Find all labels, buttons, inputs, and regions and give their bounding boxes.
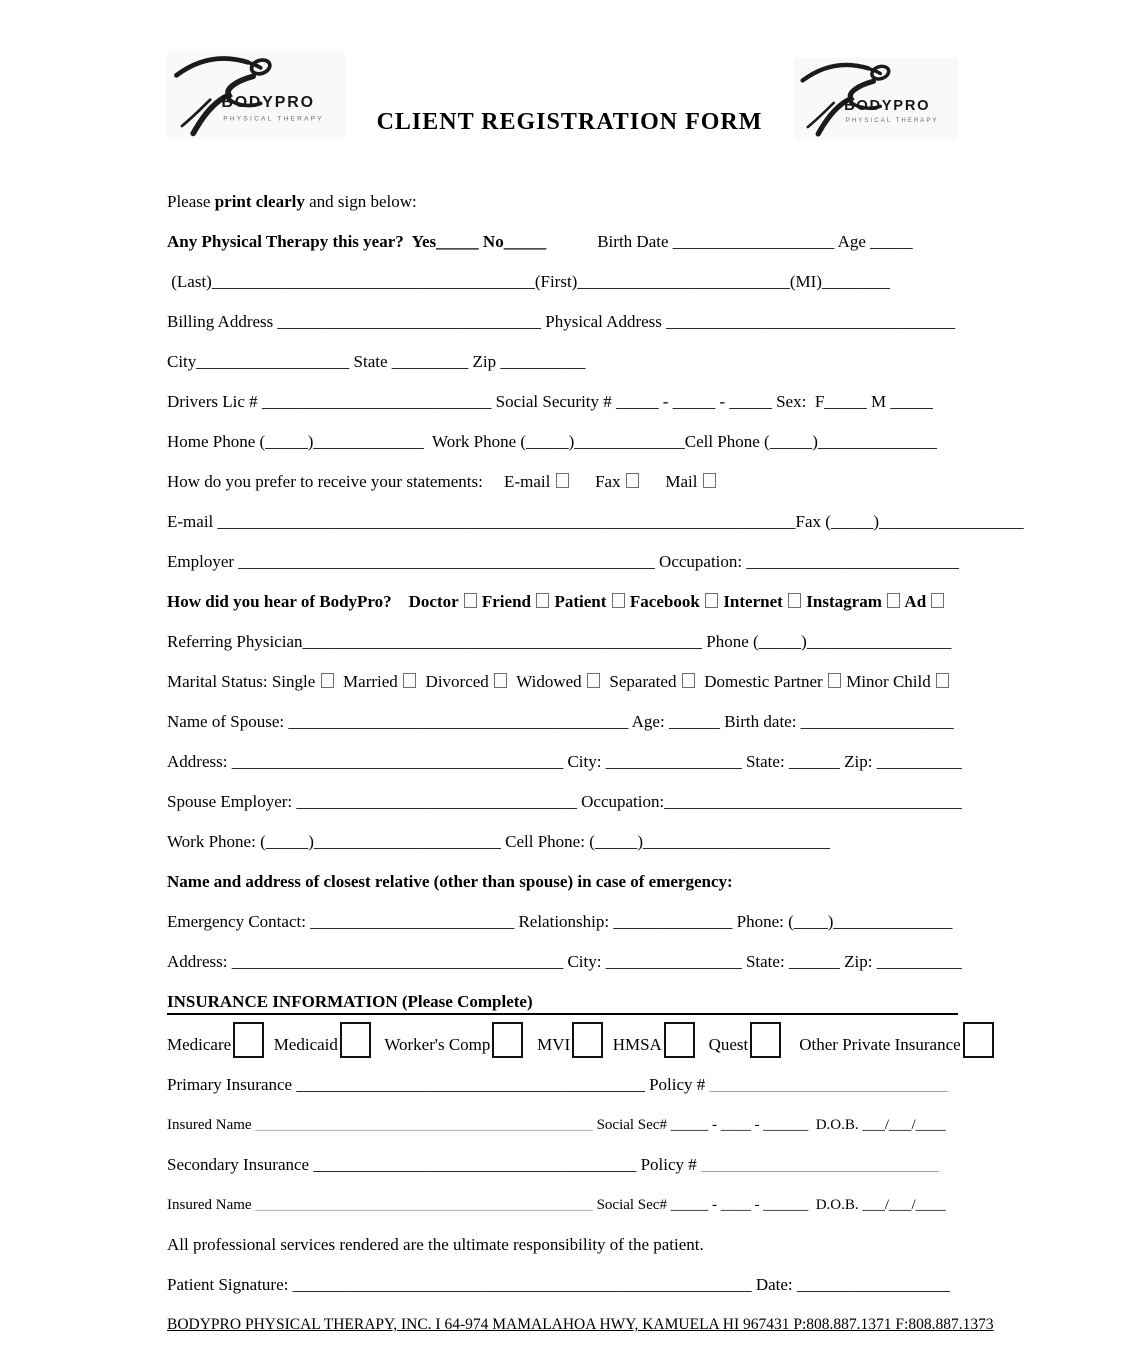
form-text: Billing Address _______________________________ Physical Address __________________________________ bbox=[167, 312, 956, 331]
print-clearly-note bbox=[167, 192, 958, 212]
secondary-insurance-line bbox=[167, 1155, 958, 1175]
insurance-checkbox-icon bbox=[570, 1038, 604, 1050]
form-text: Birth Date ___________________ Age _____ bbox=[546, 232, 913, 251]
form-text: Mail bbox=[639, 472, 702, 491]
form-text: Insured Name bbox=[167, 1197, 256, 1213]
form-text: Instagram bbox=[802, 592, 887, 611]
license-ssn-sex-line bbox=[167, 392, 958, 412]
insurance-checkbox-icon bbox=[662, 1038, 696, 1050]
checkbox-icon bbox=[536, 593, 549, 608]
form-text: (Last)______________________________________(First)_________________________(MI)________ bbox=[167, 272, 890, 291]
form-text: Ad bbox=[901, 592, 931, 611]
hear-of-bodypro-line bbox=[167, 592, 958, 612]
checkbox-icon bbox=[705, 593, 718, 608]
statement-preference-line bbox=[167, 472, 958, 492]
form-text: Social Sec# _____ - ____ - ______ D.O.B. ___/___/____ bbox=[592, 1197, 946, 1213]
form-text: Primary Insurance _________________________________________ Policy # bbox=[167, 1075, 710, 1094]
form-text: _____________________________________________ bbox=[255, 1117, 593, 1133]
form-text: Minor Child bbox=[841, 672, 935, 691]
form-text: Quest bbox=[695, 1035, 749, 1054]
form-text: All professional services rendered are the ultimate responsibility of the patient. bbox=[167, 1235, 704, 1254]
form-text: Medicare bbox=[167, 1035, 232, 1054]
phones-line bbox=[167, 432, 958, 452]
bodypro-logo-left bbox=[167, 51, 345, 140]
checkbox-icon bbox=[887, 593, 900, 608]
primary-insurance-line bbox=[167, 1075, 958, 1095]
checkbox-icon bbox=[612, 593, 625, 608]
checkbox-icon bbox=[556, 473, 569, 488]
form-text: Patient bbox=[550, 592, 611, 611]
last-first-mi-line bbox=[167, 272, 958, 292]
form-text: How did you hear of BodyPro? Doctor bbox=[167, 592, 463, 611]
form-text: E-mail ____________________________________________________________________Fax (_____)_________________ bbox=[167, 512, 1024, 531]
form-text: Name and address of closest relative (other than spouse) in case of emergency: bbox=[167, 872, 733, 891]
spouse-employer-line bbox=[167, 792, 962, 812]
marital-status-line bbox=[167, 672, 958, 692]
checkbox-icon bbox=[828, 673, 841, 688]
form-text: Referring Physician_______________________________________________ Phone (_____)_________________ bbox=[167, 632, 952, 651]
city-state-zip-line bbox=[167, 352, 958, 372]
form-text: Secondary Insurance ______________________________________ Policy # bbox=[167, 1155, 702, 1174]
form-text: print clearly bbox=[214, 192, 305, 211]
form-text: Home Phone (_____)_____________ Work Phone (_____)_____________Cell Phone (_____)______________ bbox=[167, 432, 937, 451]
logo-brand-text: BODYPRO bbox=[844, 97, 931, 114]
form-text: Divorced bbox=[417, 672, 494, 691]
form-text: Please bbox=[167, 192, 215, 211]
form-text: Domestic Partner bbox=[695, 672, 827, 691]
form-text: Emergency Contact: ________________________ Relationship: ______________ Phone: (____)______________ bbox=[167, 912, 953, 931]
form-text: Widowed bbox=[508, 672, 586, 691]
form-text: Insured Name bbox=[167, 1117, 256, 1133]
employer-occupation-line bbox=[167, 552, 958, 572]
checkbox-icon bbox=[936, 673, 949, 688]
form-text: Patient Signature: ______________________________________________________ Date: __________________ bbox=[167, 1275, 950, 1294]
form-text: Employer _________________________________________________ Occupation: _________________________ bbox=[167, 552, 959, 571]
form-text: and sign below: bbox=[304, 192, 417, 211]
logo-subtitle-text: PHYSICAL THERAPY bbox=[845, 117, 939, 124]
form-text: _____________________________________________ bbox=[255, 1197, 593, 1213]
form-text: Facebook bbox=[625, 592, 705, 611]
form-body bbox=[167, 192, 1024, 1295]
form-text: Marital Status: Single bbox=[167, 672, 320, 691]
form-text: Work Phone: (_____)______________________ Cell Phone: (_____)______________________ bbox=[167, 832, 831, 851]
insurance-checkbox-icon bbox=[490, 1038, 524, 1050]
form-header bbox=[167, 46, 958, 140]
insurance-section-header bbox=[167, 992, 958, 1015]
form-text: ____________________________ bbox=[709, 1075, 948, 1094]
logo-brand-text: BODYPRO bbox=[221, 94, 315, 112]
spouse-name-line bbox=[167, 712, 958, 732]
checkbox-icon bbox=[403, 673, 416, 688]
spouse-address-line bbox=[167, 752, 962, 772]
signature-line bbox=[167, 1275, 958, 1295]
form-text: How do you prefer to receive your statements: E-mail bbox=[167, 472, 555, 491]
checkbox-icon bbox=[682, 673, 695, 688]
form-text: ____________________________ bbox=[701, 1155, 940, 1174]
insurance-checkbox-icon bbox=[231, 1038, 265, 1050]
form-text: INSURANCE INFORMATION (Please Complete) bbox=[167, 992, 533, 1011]
form-text: Address: _______________________________________ City: ________________ State: ______ Zip: __________ bbox=[167, 952, 962, 971]
insurance-checkbox-icon bbox=[338, 1038, 372, 1050]
checkbox-icon bbox=[626, 473, 639, 488]
form-text: Spouse Employer: _________________________________ Occupation:___________________________________ bbox=[167, 792, 962, 811]
email-fax-line bbox=[167, 512, 1024, 532]
form-text: HMSA bbox=[604, 1035, 662, 1054]
footer-address: BODYPRO PHYSICAL THERAPY, INC. I 64-974 MAMALAHOA HWY, KAMUELA HI 967431 P:808.887.1371 F:808.887.1373 bbox=[167, 1316, 994, 1333]
therapy-birthdate-line bbox=[167, 232, 958, 252]
checkbox-icon bbox=[931, 593, 944, 608]
form-text: Separated bbox=[600, 672, 681, 691]
billing-physical-address-line bbox=[167, 312, 958, 332]
emergency-contact-line bbox=[167, 912, 958, 932]
form-text: Friend bbox=[477, 592, 536, 611]
insurance-checkbox-icon bbox=[748, 1038, 782, 1050]
checkbox-icon bbox=[788, 593, 801, 608]
form-text: Name of Spouse: ________________________________________ Age: ______ Birth date: __________________ bbox=[167, 712, 954, 731]
form-text: MVI bbox=[524, 1035, 571, 1054]
form-text: Fax bbox=[569, 472, 625, 491]
checkbox-icon bbox=[494, 673, 507, 688]
page-title: CLIENT REGISTRATION FORM bbox=[376, 109, 763, 135]
form-text: Married bbox=[334, 672, 403, 691]
logo-subtitle-text: PHYSICAL THERAPY bbox=[223, 115, 324, 123]
referring-physician-line bbox=[167, 632, 958, 652]
checkbox-icon bbox=[464, 593, 477, 608]
form-text: City__________________ State _________ Zip __________ bbox=[167, 352, 586, 371]
form-text: Medicaid bbox=[265, 1035, 338, 1054]
spouse-phones-line bbox=[167, 832, 958, 852]
form-text: Other Private Insurance bbox=[782, 1035, 961, 1054]
insurance-checkbox-icon bbox=[961, 1038, 995, 1050]
checkbox-icon bbox=[321, 673, 334, 688]
checkbox-icon bbox=[703, 473, 716, 488]
form-text: Social Sec# _____ - ____ - ______ D.O.B. ___/___/____ bbox=[592, 1117, 946, 1133]
form-text: Worker's Comp bbox=[371, 1035, 491, 1054]
bodypro-logo-right bbox=[794, 58, 958, 140]
checkbox-icon bbox=[587, 673, 600, 688]
primary-insured-line bbox=[167, 1115, 958, 1135]
secondary-insured-line bbox=[167, 1195, 958, 1215]
form-text: Address: _______________________________________ City: ________________ State: ______ Zip: __________ bbox=[167, 752, 962, 771]
emergency-address-line bbox=[167, 952, 962, 972]
form-text: Drivers Lic # ___________________________ Social Security # _____ - _____ - _____ Sex: F_____ M _____ bbox=[167, 392, 933, 411]
form-text: Internet bbox=[719, 592, 788, 611]
insurance-type-line bbox=[167, 1035, 961, 1055]
emergency-header bbox=[167, 872, 958, 892]
form-text: Any Physical Therapy this year? Yes_____ No_____ bbox=[167, 232, 547, 251]
responsibility-note bbox=[167, 1235, 958, 1255]
